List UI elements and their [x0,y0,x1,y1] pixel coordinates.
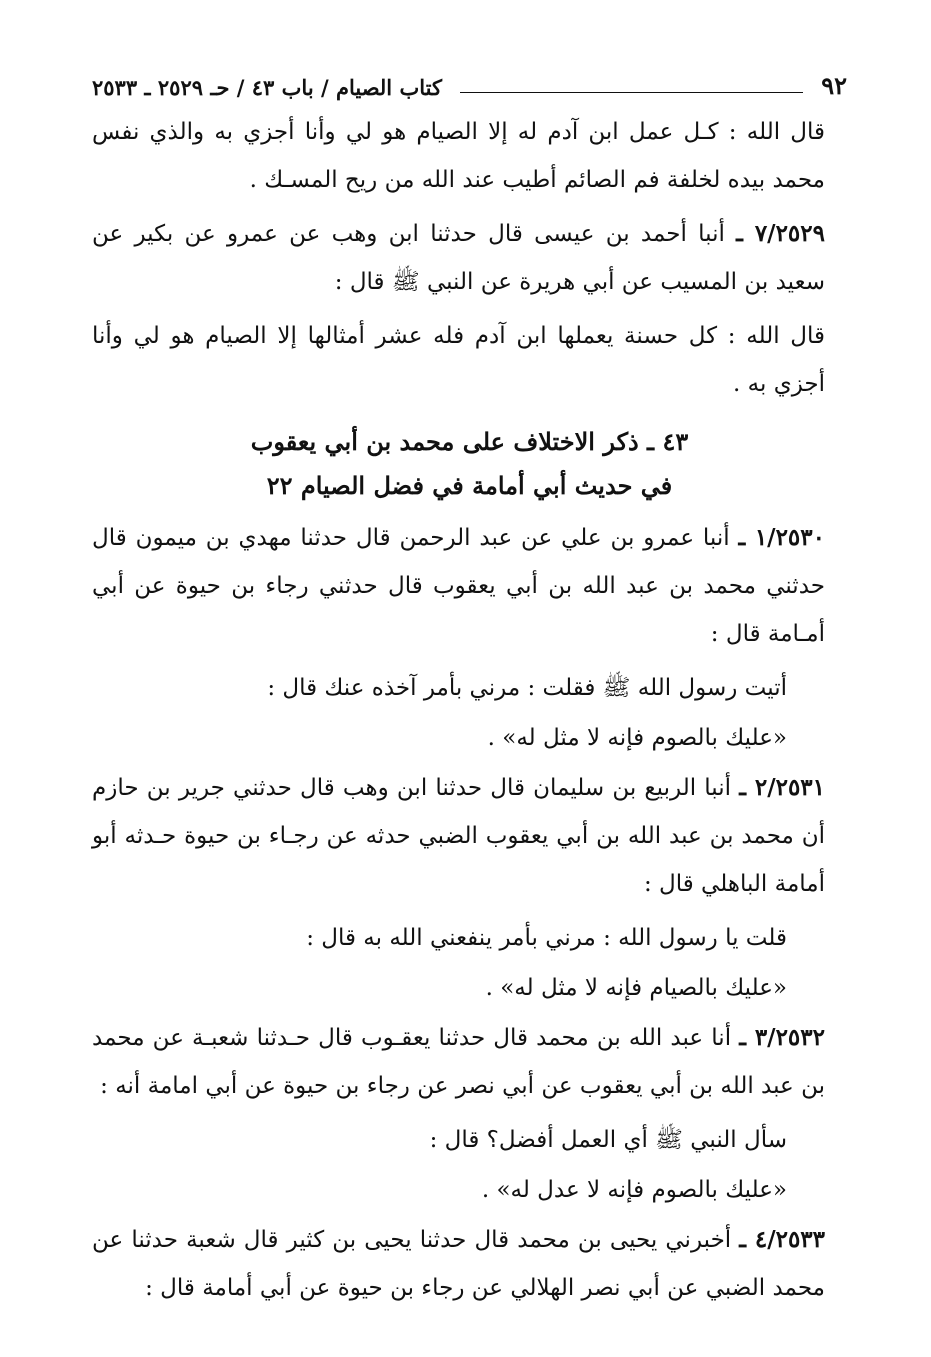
hadith-2532 [92,1014,847,1110]
hadith-2529 [92,210,847,306]
hadith-isnad: أنبا أحمد بن عيسى قال حدثنا ابن وهب عن عمرو عن بكير عن سعيد بن المسيب عن أبي هريرة عن النبي ﷺ قال : [92,221,825,295]
header-rule [460,92,803,93]
page-number: ٩٢ [821,71,847,100]
hadith-number: ١/٢٥٣٠ ـ [738,524,825,551]
hadith-isnad: أنبا عمرو بن علي عن عبد الرحمن قال حدثنا مهدي بن ميمون قال حدثني محمد بن عبد الله بن أبي يعقوب قال حدثني رجاء بن حيوة عن أبي أمـامة قال : [92,525,825,647]
hadith-2529-matn: قال الله : كل حسنة يعملها ابن آدم فله عشر أمثالها إلا الصيام هو لي وأنا أجزي به . [92,323,825,397]
running-title: كتاب الصيام / باب ٤٣ / حـ ٢٥٢٩ ـ ٢٥٣٣ [92,75,442,100]
section-title-line-2: في حديث أبي أمامة في فضل الصيام ٢٢ [266,471,673,500]
hadith-2531-matn-2: «عليك بالصيام فإنه لا مثل له» . [485,975,787,1001]
section-title [92,420,847,508]
hadith-number: ٤/٢٥٣٣ ـ [739,1226,826,1253]
hadith-number: ٢/٢٥٣١ ـ [739,774,826,801]
hadith-2533 [92,1216,847,1312]
hadith-number: ٣/٢٥٣٢ ـ [739,1024,825,1051]
hadith-2530-matn-1: أتيت رسول الله ﷺ فقلت : مرني بأمر آخذه عنك قال : [267,675,787,701]
hadith-isnad: أنبا الربيع بن سليمان قال حدثنا ابن وهب قال حدثني جرير بن حازم أن محمد بن عبد الله بن أبي يعقوب الضبي حدثه عن رجـاء بن حيوة حـدثه أبو أمامة الباهلي قال : [92,775,825,897]
hadith-isnad: أنا عبد الله بن محمد قال حدثنا يعقـوب قال حـدثنا شعبـة عن محمد بن عبد الله بن أبي يعقوب عن أبي نصر عن رجاء بن حيوة عن أبي امامة أنه : [92,1025,825,1099]
hadith-isnad: أخبرني يحيى بن محمد قال حدثنا يحيى بن كثير قال شعبة حدثنا عن محمد الضبي عن أبي نصر الهلالي عن رجاء بن حيوة عن أبي أمامة قال : [92,1227,825,1301]
section-title-line-1: ٤٣ ـ ذكر الاختلاف على محمد بن أبي يعقوب [250,427,689,456]
hadith-2530-matn-2: «عليك بالصوم فإنه لا مثل له» . [487,725,787,751]
hadith-2532-matn-2: «عليك بالصوم فإنه لا عدل له» . [481,1177,787,1203]
hadith-number: ٧/٢٥٢٩ ـ [736,220,825,247]
hadith-2530 [92,514,847,658]
hadith-2532-matn-1: سأل النبي ﷺ أي العمل أفضل؟ قال : [429,1127,787,1153]
running-header [92,60,847,100]
hadith-2531 [92,764,847,908]
hadith-2531-matn-1: قلت يا رسول الله : مرني بأمر ينفعني الله به قال : [306,925,787,951]
paragraph-matn-continuation: قال الله : كـل عمل ابن آدم له إلا الصيام هو لي وأنا أجزي به والذي نفس محمد بيده لخلفة فم الصائم أطيب عند الله من ريح المسـك . [92,119,825,193]
